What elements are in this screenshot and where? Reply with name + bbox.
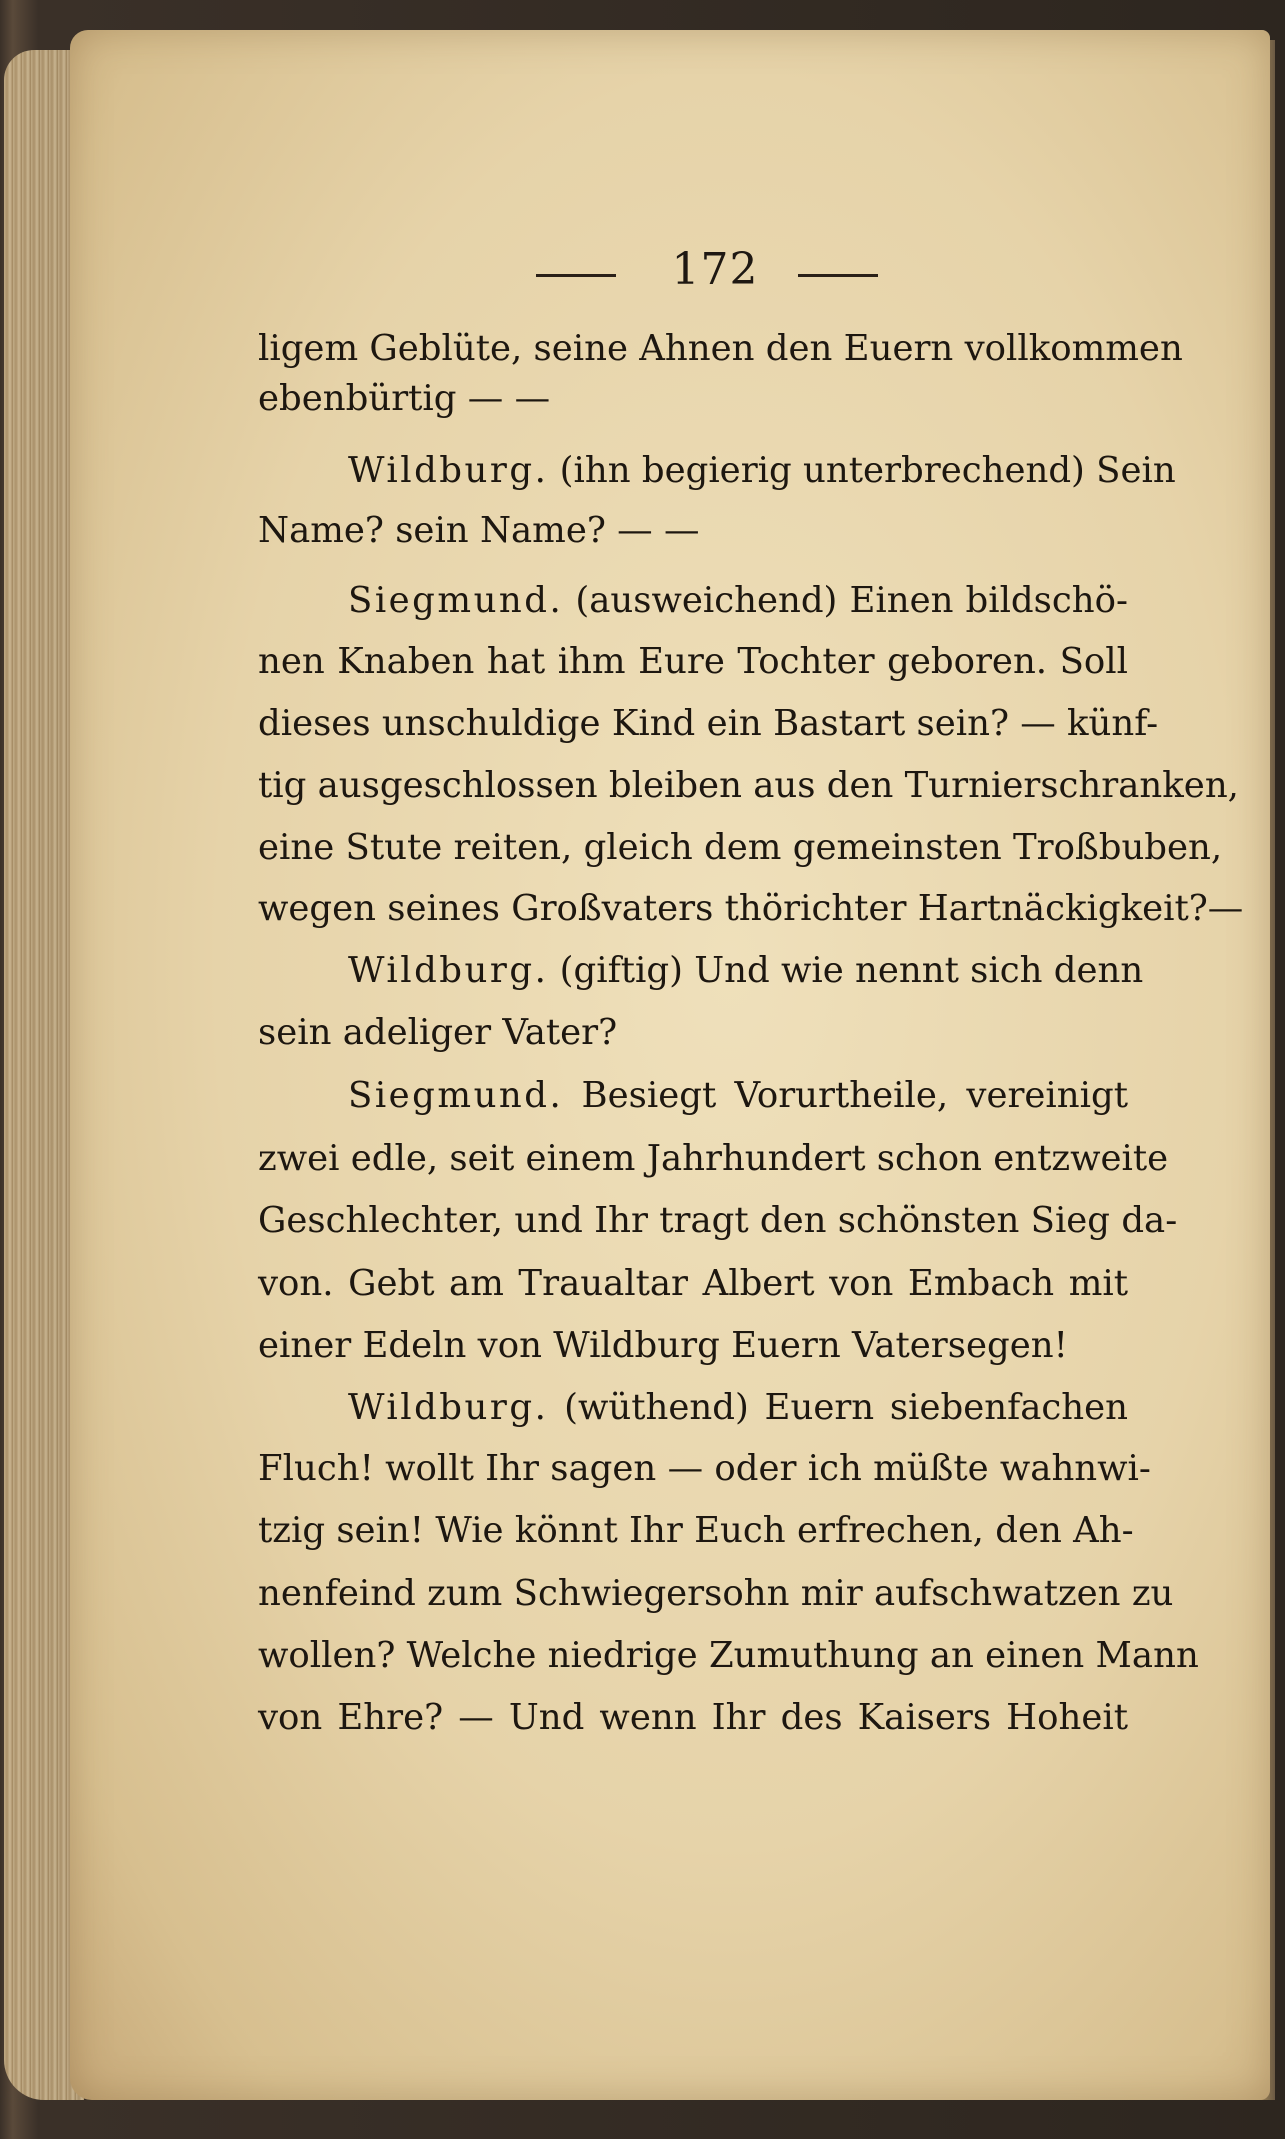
text-line: dieses unschuldige Kind ein Bastart sein? — künf- — [258, 703, 1159, 744]
header-dash-left — [536, 274, 616, 277]
text-line: zwei edle, seit einem Jahrhundert schon entzweite — [258, 1138, 1169, 1179]
text-line: einer Edeln von Wildburg Euern Vatersegen! — [258, 1325, 1068, 1366]
text-line: sein adeliger Vater? — [258, 1012, 618, 1053]
speaker-name: Siegmund. — [348, 1075, 564, 1116]
text-line — [348, 577, 1128, 625]
line-text: (wüthend) Euern siebenfachen — [548, 1387, 1128, 1428]
speaker-name: Wildburg. — [348, 1387, 549, 1428]
text-line — [348, 447, 1176, 495]
text-line: von. Gebt am Traualtar Albert von Embach mit — [258, 1263, 1128, 1304]
line-text: Besiegt Vorurtheile, vereinigt — [563, 1075, 1128, 1116]
speaker-name: Siegmund. — [348, 580, 564, 621]
page-header — [520, 240, 900, 300]
text-line — [348, 947, 1144, 995]
page-number: 172 — [671, 244, 759, 295]
text-line: tig ausgeschlossen bleiben aus den Turnierschranken, — [258, 765, 1239, 806]
text-line — [348, 1384, 1128, 1432]
text-line: tzig sein! Wie könnt Ihr Euch erfrechen, den Ah- — [258, 1510, 1134, 1551]
text-line: wollen? Welche niedrige Zumuthung an einen Mann — [258, 1635, 1199, 1676]
text-line: wegen seines Großvaters thörichter Hartnäckigkeit?— — [258, 888, 1244, 929]
text-line: von Ehre? — Und wenn Ihr des Kaisers Hoheit — [258, 1697, 1128, 1738]
speaker-name: Wildburg. — [348, 450, 549, 491]
text-line: nen Knaben hat ihm Eure Tochter geboren. Soll — [258, 641, 1128, 682]
header-dash-right — [798, 274, 878, 277]
speaker-name: Wildburg. — [348, 950, 549, 991]
line-text: (ausweichend) Einen bildschö- — [563, 580, 1128, 621]
text-line: Geschlechter, und Ihr tragt den schönsten Sieg da- — [258, 1200, 1178, 1241]
line-text: (ihn begierig unterbrechend) Sein — [548, 450, 1176, 491]
text-line: ebenbürtig — — — [258, 378, 551, 419]
text-line: ligem Geblüte, seine Ahnen den Euern vollkommen — [258, 328, 1183, 369]
text-line: eine Stute reiten, gleich dem gemeinsten Troßbuben, — [258, 827, 1223, 868]
line-text: (giftig) Und wie nennt sich denn — [548, 950, 1144, 991]
text-line — [348, 1072, 1128, 1120]
text-line: Fluch! wollt Ihr sagen — oder ich müßte wahnwi- — [258, 1448, 1151, 1489]
text-line: nenfeind zum Schwiegersohn mir aufschwatzen zu — [258, 1573, 1174, 1614]
text-line: Name? sein Name? — — — [258, 510, 700, 551]
